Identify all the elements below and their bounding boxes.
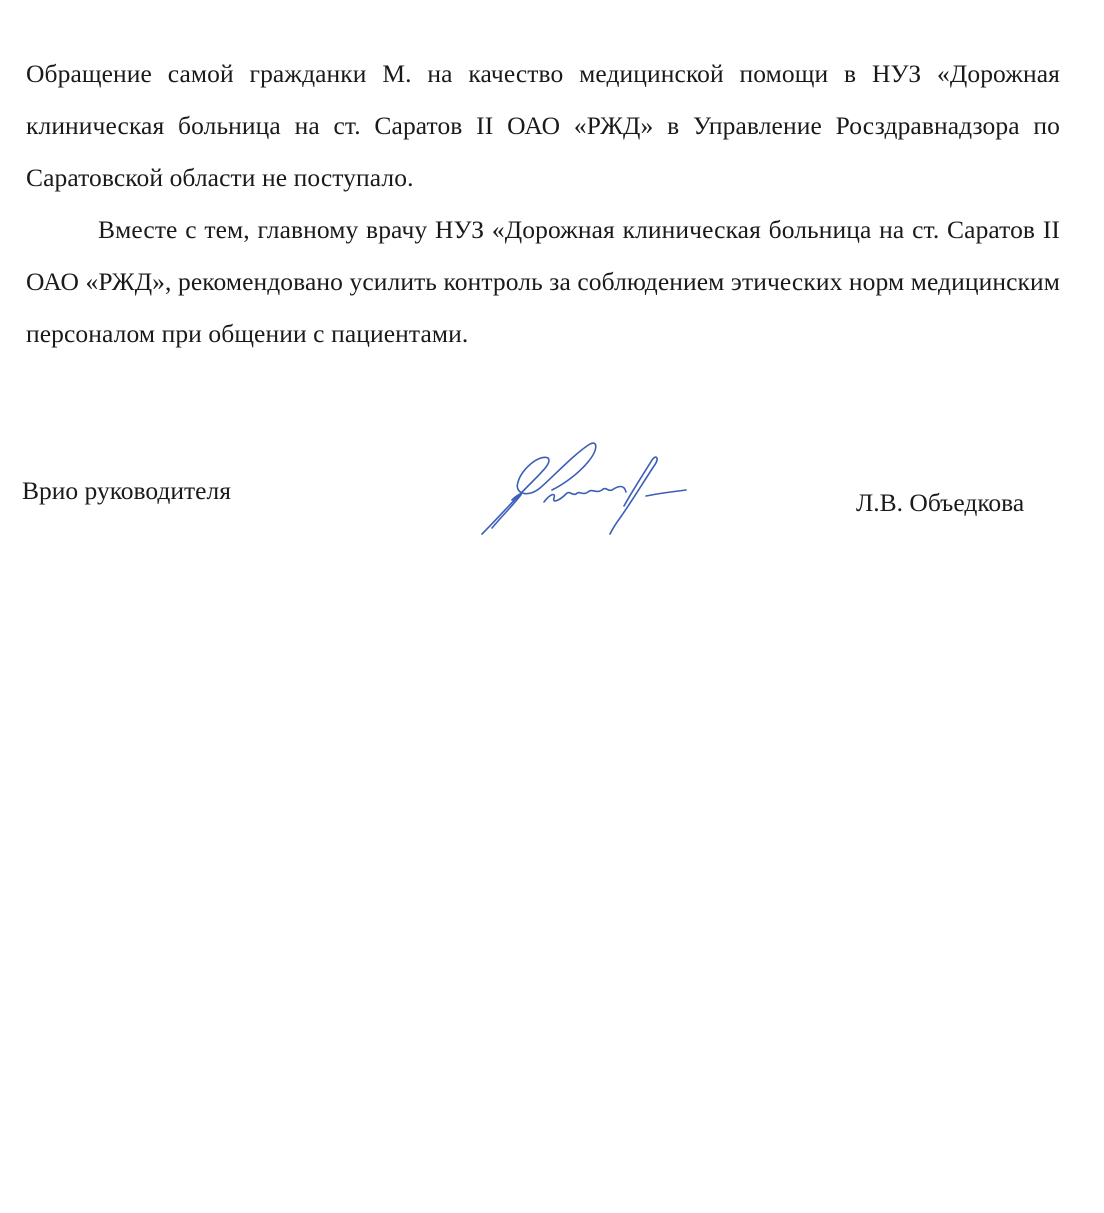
signature-block xyxy=(0,430,1104,550)
signer-position: Врио руководителя xyxy=(22,476,231,505)
paragraph-recommendation: Вместе с тем, главному врачу НУЗ «Дорожная клиническая больница на ст. Саратов II ОАО «РЖД», рекомендовано усилить контроль за соблюдением этических норм медицинским персоналом при общении с пациентами. xyxy=(26,215,1060,348)
handwritten-signature-icon xyxy=(474,434,694,544)
paragraph-complaint-not-received: Обращение самой гражданки М. на качество медицинской помощи в НУЗ «Дорожная клиническая больница на ст. Саратов II ОАО «РЖД» в Управление Росздравнадзора по Саратовской области не поступало. xyxy=(26,59,1060,192)
signer-name: Л.В. Объедкова xyxy=(856,488,1025,517)
letter-body xyxy=(26,48,1060,360)
